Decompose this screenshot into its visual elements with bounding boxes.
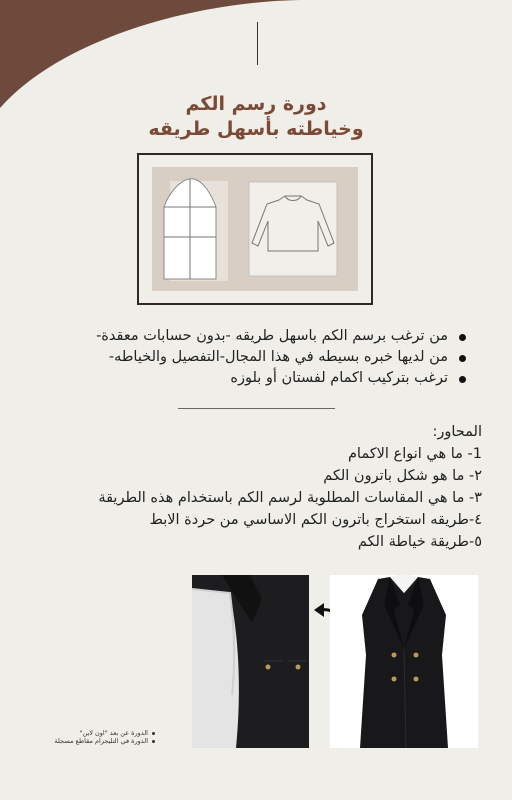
title-line-2: وخياطته بأسهل طريقه [148,118,364,140]
list-item: الدورة في التليجرام مقاطع مسجلة [38,737,148,745]
course-axes [22,421,482,553]
garment-photo-before [330,575,478,748]
decorative-line [257,22,258,65]
pattern-image [152,167,358,291]
list-item: 1- ما هي انواع الاكمام [347,446,482,462]
garment-photo-after [192,575,309,748]
list-item: ٢- ما هو شكل باترون الكم [323,468,482,484]
list-item: ٤-طريقه استخراج باترون الكم الاساسي من حردة الابط [149,512,482,528]
list-item: من لديها خبره بسيطه في هذا المجال-التفصيل والخياطه- [8,347,448,368]
list-item: ترغب بتركيب اكمام لفستان أو بلوزه [8,368,448,389]
list-item: ٣- ما هي المقاسات المطلوبة لرسم الكم باستخدام هذه الطريقة [98,490,482,506]
list-item: من ترغب برسم الكم باسهل طريقه -بدون حسابات معقدة- [8,326,448,347]
page-title [0,92,512,142]
list-item: ٥-طريقة خياطة الكم [357,534,482,550]
divider [178,408,335,409]
axes-heading: المحاور: [432,424,482,440]
audience-list [8,326,466,389]
list-item: الدورة عن بعد "اون لاين" [38,729,148,737]
pattern-image-frame [137,153,373,305]
title-line-1: دورة رسم الكم [185,93,327,115]
course-notes [38,729,156,745]
